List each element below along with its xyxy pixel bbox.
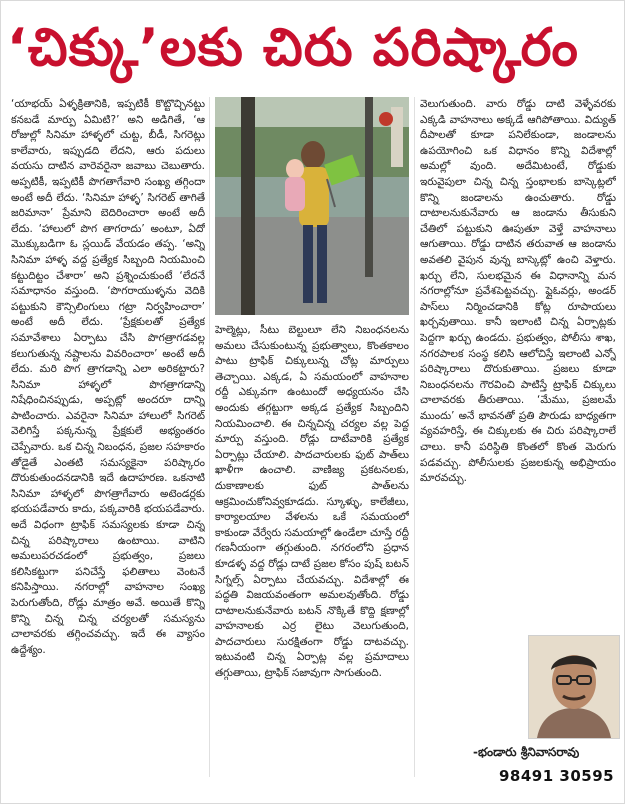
author-photo	[528, 635, 620, 739]
article-column-3: వెలుగుతుంది. వారు రోడ్డు దాటి వెళ్ళేవరకు ఎక్కడి వాహనాలు అక్కడే ఆగిపోతాయి. విద్యుత్ దీపాలతో కూడా పనిలేకుండా, జండాలను ఉపయోగించి ఒక విధానం కొన్ని విదేశాల్లో అమల్లో వుంది. అదేమిటంటే, రోడ్డుకు ఇరువైపులా చిన్న చిన్న స్తంభాలకు బాస్కెట్లలో కొన్ని జండాలను ఉంచుతారు. రోడ్డు దాటాలనుకునేవారు ఆ జండాను తీసుకుని చేతిలో పట్టుకుని ఊపుతూ వెళ్తే వాహనాలు ఆగుతాయి. రోడ్డు దాటిన తరువాత ఆ జండాను అవతలి వైపున వున్న బాస్కెట్లో ఉంచి వెళ్తారు. ఖర్చు లేని, సులభమైన ఈ విధానాన్ని మన నగరాల్లోనూ ప్రవేశపెట్టవచ్చు. ఫ్లైఓవర్లు, అండర్ పాస్‌లు నిర్మించడానికి కోట్ల రూపాయలు ఖర్చవుతాయి. కానీ ఇలాంటి చిన్న ఏర్పాట్లకు పెద్దగా ఖర్చు ఉండదు. ప్రభుత్వం, పోలీసు శాఖ, నగరపాలక సంస్థ కలిసి ఆలోచిస్తే ఇలాంటి ఎన్నో పరిష్కారాలు దొరుకుతాయి. ప్రజలు కూడా నిబంధనలను గౌరవించి పాటిస్తే ట్రాఫిక్ చిక్కులు చాలావరకు తీరుతాయి. ‘మేము, ప్రజలమే ముందు’ అనే భావనతో ప్రతి పౌరుడు బాధ్యతగా వ్యవహరిస్తే, ఈ చిక్కులకు ఈ చిరు పరిష్కారాలే చాలు. కానీ పరిస్థితి కొంతలో కొంత మెరుగు పడవచ్చు. పోలీసులకు ప్రజలకున్న అభిప్రాయం మారవచ్చు.	[420, 98, 616, 485]
column-rule	[209, 97, 210, 777]
author-phone: 98491 30595	[499, 767, 615, 785]
street-scene-photo	[215, 97, 409, 315]
column-rule	[414, 97, 415, 777]
article-column-2: హెల్మెట్లు, సీటు బెల్టులూ లేని నిబంధనలను అమలు చేసుకుంటున్న ప్రభుత్వాలు, కొంతకాలం పాటు ట్రాఫిక్ చిక్కులున్న చోట్ల మార్పులు తెచ్చాయి. ఎక్కడ, ఏ సమయంలో వాహనాల రద్దీ ఎక్కువగా ఉంటుందో అధ్యయనం చేసి అందుకు తగ్గట్టుగా అక్కడ ప్రత్యేక సిబ్బందిని నియమించాలి. ఈ చిన్నచిన్న చర్యల వల్ల పెద్ద మార్పు వస్తుంది. రోడ్లు దాటేవారికి ప్రత్యేక ఏర్పాట్లు చేయాలి. పాదచారులకు ఫుట్ పాత్‌లు ఖాళీగా ఉంచాలి. వాణిజ్య ప్రకటనలకు, దుకాణాలకు ఫుట్ పాత్‌లను ఆక్రమించుకోనివ్వకూడదు. స్కూళ్ళు, కాలేజీలు, కార్యాలయాల వేళలను ఒకే సమయంలో కాకుండా వేర్వేరు సమయాల్లో ఉండేలా చూస్తే రద్దీ గణనీయంగా తగ్గుతుంది. నగరంలోని ప్రధాన కూడళ్ళ వద్ద రోడ్లు దాటే ప్రజల కోసం పుష్ బటన్ సిగ్నల్స్ ఏర్పాటు చేయవచ్చు. విదేశాల్లో ఈ పద్ధతి విజయవంతంగా అమలవుతోంది. రోడ్డు దాటాలనుకునేవారు బటన్ నొక్కితే కొద్ది క్షణాల్లో వాహనాలకు ఎర్ర లైటు వెలుగుతుంది, పాదచారులు సురక్షితంగా రోడ్డు దాటవచ్చు. ఇటువంటి చిన్న ఏర్పాట్ల వల్ల ప్రమాదాలు తగ్గుతాయి, ట్రాఫిక్ సజావుగా సాగుతుంది.	[215, 324, 409, 680]
article-column-1: ‘యాభయ్ ఏళ్ళక్రితానికి, ఇప్పటికీ కొట్టొచ్చినట్టు కనబడే మార్పు ఏమిటి?’ అని అడిగితే, ‘ఆ రోజుల్లో సినిమా హాళ్ళలో చుట్ట, బీడీ, సిగరెట్లు కాలేవారు, ఇప్పుడది లేదని, ఆరు పదులు వయసు దాటిన వారెవరైనా జవాబు చెబుతారు. అప్పటికీ, ఇప్పటికీ పొగతాగేవారి సంఖ్య తగ్గిందా అంటే అదీ లేదు. ‘సినిమా హాళ్ళ’ సిగరెట్ తాగితే జరిమానా’ ప్రేమాని బెదిరించారా అంటే అదీ లేదు. ‘హాలులో పొగ తాగరాదు’ అంటూ, ఏదో మొక్కుబడిగా ఓ స్లయిడ్ వేయడం తప్ప. ‘అన్ని సినిమా హాళ్ళ వద్ద ప్రత్యేక సిబ్బంది నియమించి కట్టుదిట్టం చేశారా’ అని ప్రశ్నించుకుంటే ‘లేదనే సమాధానం వస్తుంది. ‘పొగరాయుళ్ళను వెదికి పట్టుకుని కౌన్సిలింగులు గట్రా నిర్వహించారా’ అంటే అదీ లేదు. ‘ప్రేక్షకులతో ప్రత్యేక సమావేశాలు ఏర్పాటు చేసి పొగత్రాగడవల్ల కలుగుతున్న నష్టాలను వివరించారా’ అంటే అదీ లేదు. మరి పొగ త్రాగడాన్ని ఎలా అరికట్టారు? సినిమా హాళ్ళలో పొగత్రాగడాన్ని నిషేధించినప్పుడు, అప్పట్లో అందరూ దాన్ని పాటించారు. ఎవరైనా సినిమా హాలులో సిగరెట్ వెలిగిస్తే పక్కనున్న ప్రేక్షకులే అభ్యంతరం చెప్పేవారు. ఒక చిన్న నిబంధన, ప్రజల సహకారం తోడైతే ఎంతటి సమస్యకైనా పరిష్కారం దొరుకుతుందనడానికి ఇదే ఉదాహరణ. ఒకనాటి సినిమా హాళ్ళలో పొగత్రాగేవారు అటెండర్లకు భయపడేవారు కాదు, పక్కవారికి భయపడేవారు. అదే విధంగా ట్రాఫిక్ సమస్యలకు కూడా చిన్న చిన్న పరిష్కారాలు ఉంటాయి. వాటిని అమలుపరచడంలో ప్రభుత్వం, ప్రజలు కలిసికట్టుగా పనిచేస్తే ఫలితాలు వెంటనే కనిపిస్తాయి. నగరాల్లో వాహనాల సంఖ్య పెరుగుతోంది, రోడ్లు మాత్రం అవే. అయితే కొన్ని కొన్ని చిన్న చిన్న చర్యలతో సమస్యను చాలావరకు తగ్గించవచ్చు. ఇదే ఈ వ్యాసం ఉద్దేశ్యం.	[11, 98, 205, 656]
headline: ‘చిక్కు’లకు చిరు పరిష్కారం	[7, 18, 579, 78]
author-portrait	[529, 636, 619, 738]
author-byline: -భండారు శ్రీనివాసరావు	[473, 745, 580, 759]
article-photo	[215, 97, 409, 315]
